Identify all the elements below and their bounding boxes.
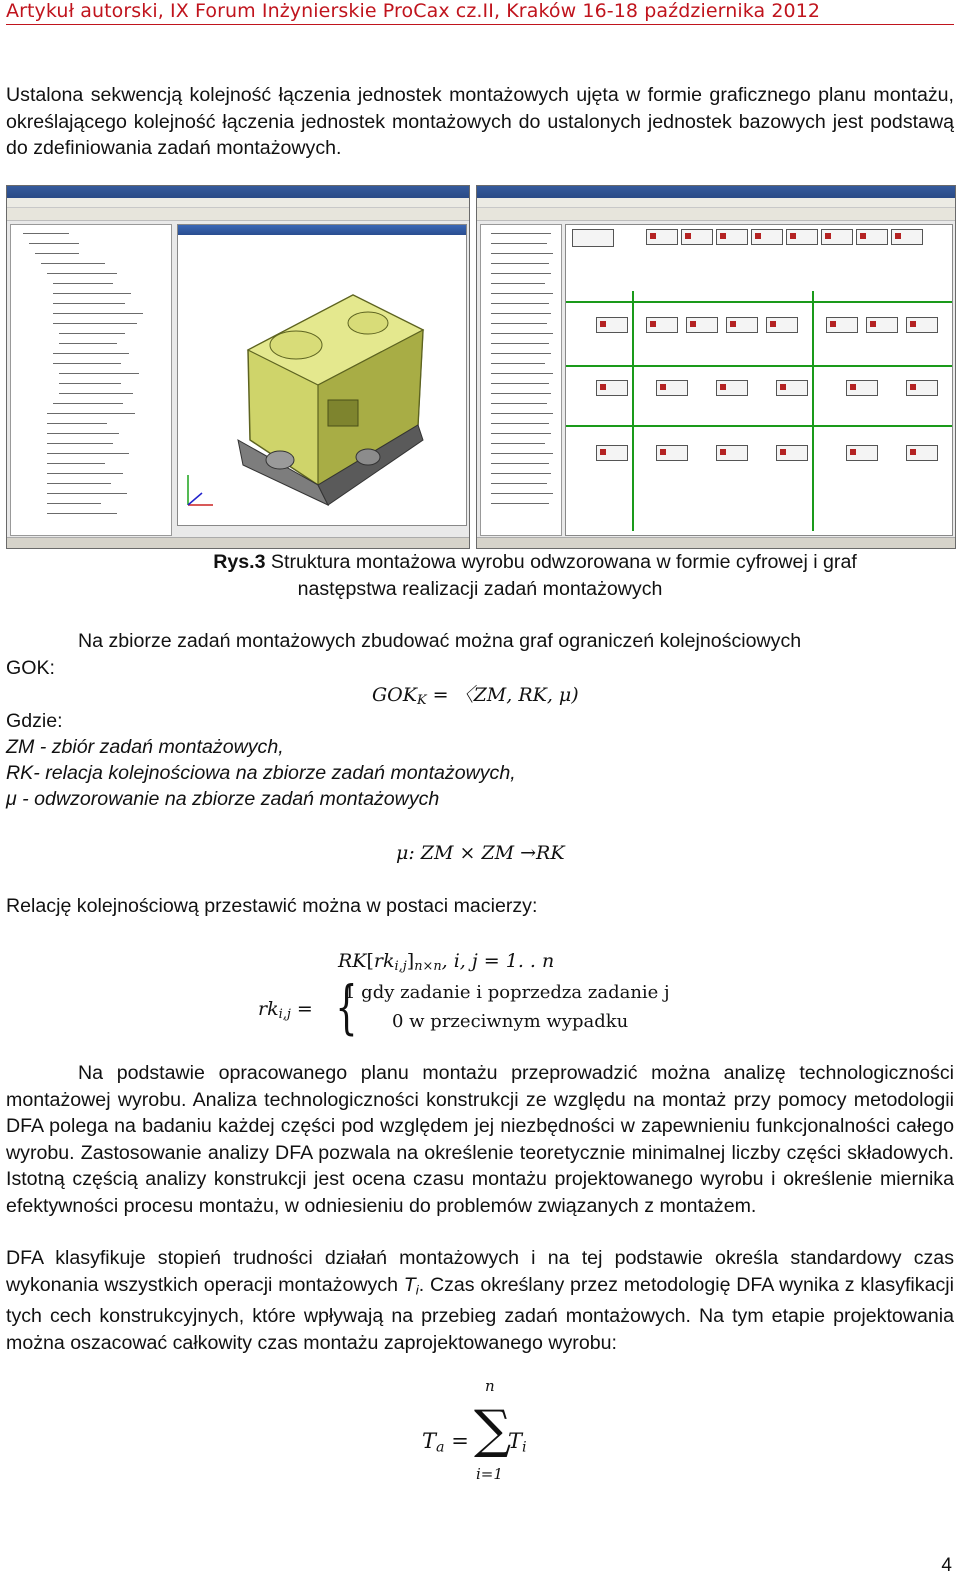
gok-label: GOK: (6, 657, 55, 679)
gok-formula (372, 682, 579, 714)
sum-upper: n (485, 1377, 495, 1395)
running-header: Artykuł autorski, IX Forum Inżynierskie ProCax cz.II, Kraków 16-18 października 2012 (6, 0, 821, 22)
structure-tree-panel (10, 224, 172, 536)
dfa-text-1: DFA klasyfikuje stopień trudności działań montażowych i na tej podstawie określa standardowy czas wykonania wszystkich operacji montażowych (6, 1247, 954, 1296)
task-list-panel (480, 224, 562, 536)
rk-inner: rk (373, 950, 395, 972)
matrix-intro: Relację kolejnościową przestawić można w postaci macierzy: (6, 895, 538, 917)
sum-eq: = (444, 1429, 469, 1453)
gok-intro: Na zbiorze zadań montażowych zbudować można graf ograniczeń kolejnościowych (78, 630, 802, 652)
figure-caption-line2: następstwa realizacji zadań montażowych (297, 578, 663, 600)
rk-matrix-formula: $RK[rk_{i,j}]_{n\times n}$, i, j = 1. . n (338, 950, 555, 975)
piecewise-case-1: 1 gdy zadanie i poprzedza zadanie j (344, 982, 670, 1003)
piecewise-lhs-sub: i,j (278, 1007, 291, 1023)
gok-formula-sub: K (416, 693, 427, 709)
sum-sigma: ∑ (474, 1400, 512, 1460)
sum-term-symbol: T (508, 1429, 523, 1453)
gok-def-rk: RK- relacja kolejnościowa na zbiorze zadań montażowych, (6, 762, 516, 784)
gok-where: Gdzie: (6, 710, 63, 732)
rk-dims: n×n (414, 959, 442, 975)
intro-paragraph: Ustalona sekwencją kolejność łączenia jednostek montażowych ujęta w formie graficznego planu montażu, określającego kolejność łączenia jednostek montażowych do ustalonych jednostek bazowych jest podstawą do zdefiniowania zadań montażowych. (6, 84, 954, 159)
piecewise-brace: { (335, 973, 358, 1041)
piecewise-case-2: 0 w przeciwnym wypadku (392, 1011, 629, 1032)
sum-term-sub: i (522, 1439, 527, 1456)
piecewise-eq: = (290, 998, 313, 1020)
rk-range: , i, j = 1. . n (441, 950, 555, 972)
sum-term (508, 1428, 527, 1461)
gearbox-model-illustration (178, 235, 466, 525)
sum-lhs-sub: a (436, 1439, 445, 1456)
analysis-paragraph: Na podstawie opracowanego planu montażu przeprowadzić można analizę technologiczności montażowej wyrobu. Analiza technologiczności konstrukcji ze względu na montaż przy pomocy metodologii DFA polega na badaniu każdej części pod względem jej niezbędności w zapewnieniu funkcjonalności całego wyrobu. Zastosowanie analizy DFA pozwala na określenie teoretycznie minimalnej liczby części składowych. Istotną częścią analizy konstrukcji jest ocena czasu montażu projektowanego wyrobu i określenie miernika efektywności procesu montażu, w odniesieniu do problemów związanych z montażem. (6, 1062, 954, 1217)
mu-mapping: μ: ZM × ZM →RK (396, 842, 565, 864)
figure-screenshot-left (6, 185, 470, 549)
figure-screenshot-right (476, 185, 956, 549)
gok-formula-rhs: = 〈ZM, RK, μ) (426, 684, 579, 706)
dfa-ti-sub: i (415, 1281, 419, 1297)
gok-formula-lhs: GOK (372, 684, 417, 706)
rk-name: RK (338, 950, 367, 972)
piecewise-lhs: rk (258, 998, 279, 1020)
dfa-paragraph (6, 1245, 954, 1356)
figure-caption (6, 549, 954, 603)
rk-piecewise-lhs (258, 996, 313, 1028)
page-number: 4 (941, 1555, 952, 1576)
dfa-text-2: . Czas określany przez metodologię DFA wynika z klasyfikacji tych cech konstrukcyjnych, które wpływają na przebieg zadań montażowych. Na tym etapie projektowania można oszacować całkowity czas montażu zaprojektowanego wyrobu: (6, 1273, 954, 1354)
figure-caption-line1: Struktura montażowa wyrobu odwzorowana w formie cyfrowej i graf (265, 551, 857, 573)
dfa-ti: T (403, 1273, 416, 1296)
figure-caption-label: Rys.3 (213, 551, 266, 573)
header-rule (6, 24, 954, 25)
3d-model-viewport (177, 224, 467, 526)
rk-inner-sub: i,j (394, 959, 407, 975)
gok-def-mu: μ - odwzorowanie na zbiorze zadań montażowych (6, 788, 440, 810)
precedence-graph-canvas (565, 224, 953, 536)
sum-lhs (422, 1428, 469, 1461)
sum-lower: i=1 (476, 1465, 503, 1483)
sum-lhs-symbol: T (422, 1429, 437, 1453)
gok-def-zm: ZM - zbiór zadań montażowych, (6, 736, 284, 758)
